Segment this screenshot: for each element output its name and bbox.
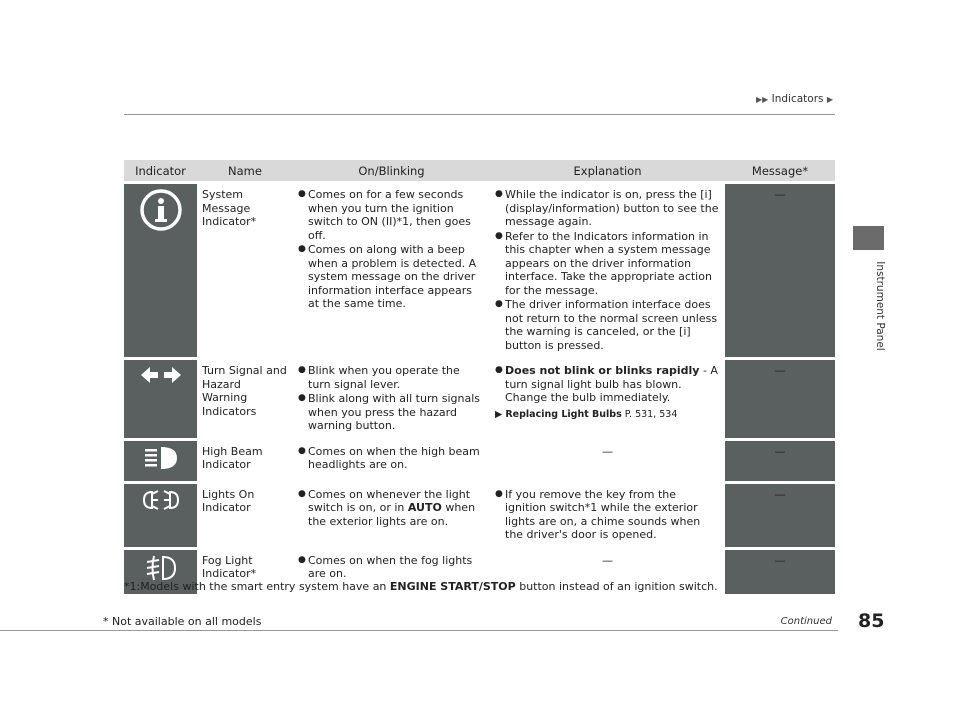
table-header-row (124, 160, 835, 181)
explanation-cell (490, 184, 725, 357)
indicator-name: System Message Indicator* (202, 188, 257, 228)
list-item: ● Comes on for a few seconds when you turn the ignition switch to ON (II)*1, then goes off. (298, 188, 485, 242)
lights-on-icon (139, 488, 183, 512)
indicator-icon-cell (124, 184, 197, 357)
breadcrumb (756, 93, 833, 105)
footnote-models: * Not available on all models (103, 615, 262, 628)
header-divider (124, 114, 835, 115)
col-header-indicator: Indicator (124, 160, 197, 181)
list-item: ● If you remove the key from the ignition switch*1 while the exterior lights are on, a chime sounds when the driver's door is opened. (495, 488, 720, 542)
table-row (124, 360, 835, 438)
turn-signal-arrows-icon (139, 364, 183, 386)
indicator-icon-cell (124, 360, 197, 438)
list-item: ● Comes on when the fog lights are on. (298, 554, 485, 581)
on-blinking-cell (293, 484, 490, 547)
on-blinking-cell (293, 360, 490, 438)
breadcrumb-arrow-end: ▶ (826, 95, 833, 104)
on-blinking-cell (293, 184, 490, 357)
col-header-message: Message* (725, 160, 835, 181)
explanation-cell: — (602, 444, 613, 458)
col-header-name: Name (197, 160, 293, 181)
list-item: ● Blink when you operate the turn signal lever. (298, 364, 485, 391)
list-item: ● Blink along with all turn signals when you press the hazard warning button. (298, 392, 485, 433)
explanation-cell (490, 360, 725, 438)
message-cell: — (725, 550, 835, 594)
indicator-name: High Beam Indicator (202, 444, 263, 471)
col-header-explanation: Explanation (490, 160, 725, 181)
col-header-on-blinking: On/Blinking (293, 160, 490, 181)
cross-reference-link[interactable]: ▶ Replacing Light Bulbs P. 531, 534 (495, 408, 678, 420)
reference-arrow-icon: ▶ (495, 408, 503, 420)
continued-label: Continued (780, 616, 832, 627)
on-blinking-cell (293, 441, 490, 481)
explanation-cell (490, 484, 725, 547)
list-item: ● Does not blink or blinks rapidly - A turn signal light bulb has blown. Change the bulb immediately. (495, 364, 720, 405)
section-label: Instrument Panel (874, 261, 886, 351)
indicators-table (124, 157, 835, 597)
high-beam-icon (141, 445, 181, 471)
message-cell: — (725, 484, 835, 547)
indicator-name: Turn Signal and Hazard Warning Indicators (202, 364, 287, 418)
list-item: ● Comes on whenever the light switch is on, or in AUTO when the exterior lights are on. (298, 488, 485, 529)
footer-divider (0, 630, 838, 631)
list-item: ● While the indicator is on, press the [i] (display/information) button to see the message again. (495, 188, 720, 229)
indicator-icon-cell (124, 484, 197, 547)
footnote-ignition: *1:Models with the smart entry system have an ENGINE START/STOP button instead of an ignition switch. (124, 580, 718, 593)
indicator-icon-cell (124, 441, 197, 481)
message-cell: — (725, 360, 835, 438)
indicator-name: Fog Light Indicator* (202, 553, 257, 580)
list-item: ● Comes on along with a beep when a problem is detected. A system message on the driver information interface appears at the same time. (298, 243, 485, 311)
table-row (124, 184, 835, 357)
explanation-cell: — (602, 553, 613, 567)
breadcrumb-arrows: ▶▶ (755, 95, 769, 104)
list-item: ● The driver information interface does not return to the normal screen unless the warning is canceled, or the [i] button is pressed. (495, 298, 720, 352)
table-row (124, 484, 835, 547)
fog-light-icon (141, 554, 181, 582)
section-tab-marker (853, 226, 884, 250)
page-number: 85 (858, 610, 885, 632)
message-cell: — (725, 184, 835, 357)
table-row (124, 441, 835, 481)
list-item: ● Refer to the Indicators information in this chapter when a system message appears on the driver information interface. Take the appropriate action for the message. (495, 230, 720, 298)
message-cell: — (725, 441, 835, 481)
indicator-name: Lights On Indicator (202, 487, 255, 514)
breadcrumb-label: Indicators (771, 93, 824, 105)
list-item: ● Comes on when the high beam headlights are on. (298, 445, 485, 472)
info-circle-icon (139, 188, 183, 232)
